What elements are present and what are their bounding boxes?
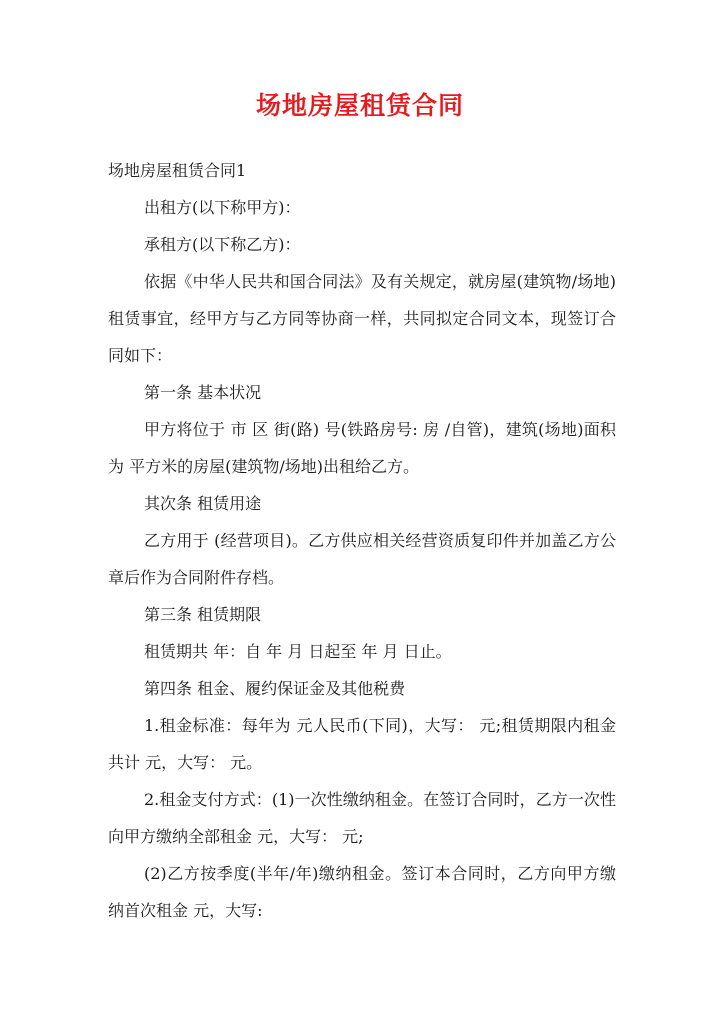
article-4-item-2: 2.租金支付方式：(1)一次性缴纳租金。在签订合同时，乙方一次性向甲方缴纳全部租金 元，大写： 元; <box>108 790 616 846</box>
paragraph-lessor: 出租方(以下称甲方)： <box>144 198 301 217</box>
article-4-item-1: 1.租金标准：每年为 元人民币(下同)，大写： 元;租赁期限内租金共计 元，大写： 元。 <box>108 716 616 772</box>
article-1-text: 甲方将位于 市 区 街(路) 号(铁路房号: 房 /自管)，建筑(场地)面积为 平方米的房屋(建筑物/场地)出租给乙方。 <box>108 420 616 476</box>
article-2-text: 乙方用于 (经营项目)。乙方供应相关经营资质复印件并加盖乙方公章后作为合同附件存档。 <box>108 531 616 587</box>
article-3-heading: 第三条 租赁期限 <box>144 605 262 624</box>
article-4-item-2-option-2: (2)乙方按季度(半年/年)缴纳租金。签订本合同时，乙方向甲方缴纳首次租金 元，大写: <box>108 864 616 920</box>
document-title: 场地房屋租赁合同 <box>255 91 464 120</box>
article-3-text: 租赁期共 年：自 年 月 日起至 年 月 日止。 <box>144 642 452 661</box>
paragraph-preamble: 依据《中华人民共和国合同法》及有关规定，就房屋(建筑物/场地)租赁事宜，经甲方与乙方同等协商一样，共同拟定合同文本，现签订合同如下： <box>108 272 616 365</box>
contract-subtitle: 场地房屋租赁合同1 <box>108 161 247 180</box>
article-1-heading: 第一条 基本状况 <box>144 383 262 402</box>
document-body <box>108 152 616 929</box>
article-2-heading: 其次条 租赁用途 <box>144 494 262 513</box>
paragraph-lessee: 承租方(以下称乙方)： <box>144 235 301 254</box>
article-4-heading: 第四条 租金、履约保证金及其他税费 <box>144 679 406 698</box>
